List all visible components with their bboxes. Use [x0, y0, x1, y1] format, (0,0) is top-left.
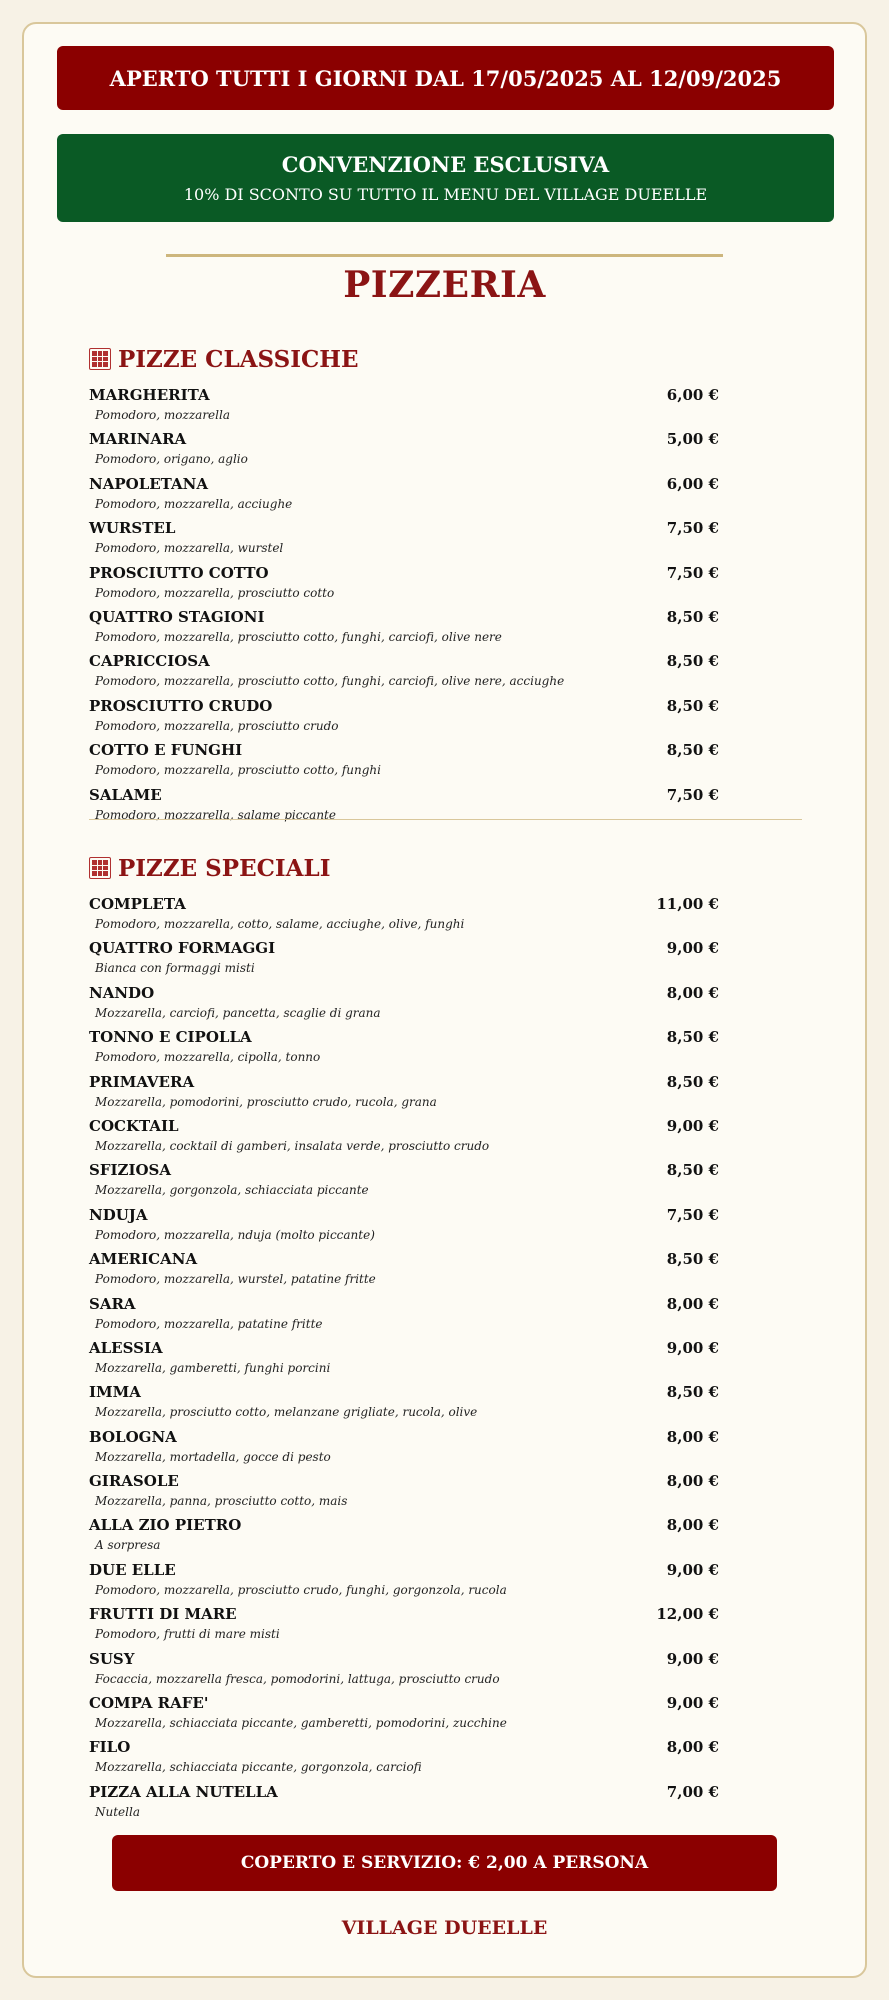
- item-price: 7,50 €: [666, 563, 719, 582]
- item-description: Mozzarella, schiacciata piccante, gorgonzola, carciofi: [95, 1760, 422, 1775]
- item-name: FRUTTI DI MARE: [89, 1605, 237, 1624]
- item-price: 6,00 €: [666, 474, 719, 493]
- item-name: NDUJA: [89, 1205, 148, 1224]
- item-price: 9,00 €: [666, 939, 719, 958]
- item-price: 8,00 €: [666, 1516, 719, 1535]
- item-price: 9,00 €: [666, 1649, 719, 1668]
- menu-item: [89, 1428, 719, 1472]
- item-description: Mozzarella, gorgonzola, schiacciata piccante: [95, 1183, 369, 1198]
- item-price: 7,50 €: [666, 1205, 719, 1224]
- item-price: 6,00 €: [666, 386, 719, 404]
- item-description: Mozzarella, carciofi, pancetta, scaglie di grana: [95, 1005, 381, 1020]
- menu-item: [89, 895, 719, 939]
- title-rule: [166, 254, 723, 257]
- item-name: TONNO E CIPOLLA: [89, 1028, 252, 1047]
- menu-item: [89, 430, 719, 474]
- section-divider: [89, 819, 802, 820]
- item-name: SALAME: [89, 785, 162, 804]
- promo-banner: [57, 134, 834, 222]
- item-description: Mozzarella, gamberetti, funghi porcini: [95, 1360, 331, 1375]
- menu-item: [89, 939, 719, 983]
- item-description: Pomodoro, mozzarella, prosciutto cotto, funghi, carciofi, olive nere: [95, 629, 502, 644]
- menu-list-classiche: [89, 386, 719, 830]
- item-name: SARA: [89, 1294, 136, 1313]
- item-price: 8,00 €: [666, 983, 719, 1002]
- menu-item: [89, 1250, 719, 1294]
- item-price: 8,00 €: [666, 1427, 719, 1446]
- opening-dates-text: APERTO TUTTI I GIORNI DAL 17/05/2025 AL 12/09/2025: [109, 65, 782, 91]
- item-price: 8,50 €: [666, 696, 719, 715]
- item-name: PROSCIUTTO COTTO: [89, 563, 269, 582]
- item-name: ALESSIA: [89, 1338, 163, 1357]
- item-price: 11,00 €: [656, 895, 719, 913]
- menu-item: [89, 1738, 719, 1782]
- opening-dates-banner: [57, 46, 834, 110]
- item-description: Bianca con formaggi misti: [95, 961, 255, 976]
- item-name: PIZZA ALLA NUTELLA: [89, 1782, 278, 1801]
- menu-item: [89, 1339, 719, 1383]
- item-price: 7,50 €: [666, 785, 719, 804]
- item-price: 7,50 €: [666, 519, 719, 538]
- menu-item: [89, 1117, 719, 1161]
- item-description: Pomodoro, origano, aglio: [95, 452, 248, 467]
- cover-charge-banner: [112, 1835, 777, 1891]
- item-description: Pomodoro, mozzarella, prosciutto cotto, funghi: [95, 763, 381, 778]
- promo-subtitle: 10% DI SCONTO SU TUTTO IL MENU DEL VILLAGE DUEELLE: [183, 185, 708, 204]
- item-description: Mozzarella, panna, prosciutto cotto, mais: [95, 1494, 348, 1509]
- item-name: AMERICANA: [89, 1250, 198, 1269]
- item-name: COTTO E FUNGHI: [89, 741, 243, 760]
- item-description: Pomodoro, mozzarella, nduja (molto piccante): [95, 1227, 375, 1242]
- pizza-box-icon: [89, 348, 111, 370]
- item-name: QUATTRO FORMAGGI: [89, 939, 276, 958]
- item-description: Mozzarella, mortadella, gocce di pesto: [95, 1449, 331, 1464]
- item-price: 9,00 €: [666, 1560, 719, 1579]
- item-name: FILO: [89, 1738, 131, 1757]
- page-title: PIZZERIA: [343, 264, 546, 306]
- menu-item: [89, 475, 719, 519]
- item-description: Mozzarella, schiacciata piccante, gamberetti, pomodorini, zucchine: [95, 1716, 507, 1731]
- item-name: COMPA RAFE': [89, 1694, 209, 1713]
- item-name: ALLA ZIO PIETRO: [89, 1516, 242, 1535]
- item-price: 12,00 €: [656, 1605, 719, 1624]
- item-name: SFIZIOSA: [89, 1161, 172, 1180]
- menu-card: [22, 22, 867, 1978]
- item-description: Nutella: [95, 1804, 140, 1819]
- menu-item: [89, 1516, 719, 1560]
- menu-item: [89, 1694, 719, 1738]
- item-name: MARGHERITA: [89, 386, 210, 404]
- menu-item: [89, 984, 719, 1028]
- item-description: Pomodoro, mozzarella, wurstel, patatine fritte: [95, 1272, 376, 1287]
- menu-item: [89, 519, 719, 563]
- item-name: MARINARA: [89, 430, 187, 449]
- item-price: 8,50 €: [666, 1028, 719, 1047]
- item-description: Focaccia, mozzarella fresca, pomodorini, lattuga, prosciutto crudo: [95, 1671, 500, 1686]
- item-description: Pomodoro, mozzarella, prosciutto cotto, funghi, carciofi, olive nere, acciughe: [95, 674, 565, 689]
- item-name: COCKTAIL: [89, 1116, 179, 1135]
- footer-brand: VILLAGE DUEELLE: [341, 1917, 548, 1939]
- item-name: SUSY: [89, 1649, 135, 1668]
- item-price: 9,00 €: [666, 1338, 719, 1357]
- item-name: GIRASOLE: [89, 1472, 179, 1491]
- menu-item: [89, 608, 719, 652]
- menu-item: [89, 1206, 719, 1250]
- menu-item: [89, 697, 719, 741]
- menu-item: [89, 1295, 719, 1339]
- item-name: IMMA: [89, 1383, 141, 1402]
- menu-item: [89, 1161, 719, 1205]
- item-price: 8,50 €: [666, 652, 719, 671]
- item-description: Mozzarella, prosciutto cotto, melanzane grigliate, rucola, olive: [95, 1405, 478, 1420]
- item-description: Pomodoro, mozzarella, acciughe: [95, 496, 293, 511]
- item-description: Pomodoro, mozzarella, prosciutto cotto: [95, 585, 335, 600]
- item-name: PROSCIUTTO CRUDO: [89, 696, 273, 715]
- promo-title: CONVENZIONE ESCLUSIVA: [281, 152, 610, 177]
- item-description: Pomodoro, mozzarella, prosciutto crudo, funghi, gorgonzola, rucola: [95, 1582, 507, 1597]
- menu-item: [89, 1605, 719, 1649]
- item-price: 9,00 €: [666, 1116, 719, 1135]
- item-price: 9,00 €: [666, 1694, 719, 1713]
- item-description: Pomodoro, mozzarella, cipolla, tonno: [95, 1050, 321, 1065]
- item-name: DUE ELLE: [89, 1560, 176, 1579]
- item-name: QUATTRO STAGIONI: [89, 607, 265, 626]
- item-description: Pomodoro, mozzarella: [95, 408, 230, 422]
- item-description: Pomodoro, mozzarella, patatine fritte: [95, 1316, 323, 1331]
- item-description: Mozzarella, cocktail di gamberi, insalata verde, prosciutto crudo: [95, 1138, 490, 1153]
- item-price: 8,00 €: [666, 1738, 719, 1757]
- item-name: WURSTEL: [89, 519, 176, 538]
- section-title-classiche: [89, 344, 359, 374]
- item-price: 8,00 €: [666, 1472, 719, 1491]
- item-description: Pomodoro, mozzarella, prosciutto crudo: [95, 718, 339, 733]
- section-title-label: PIZZE SPECIALI: [118, 854, 331, 882]
- item-description: Pomodoro, mozzarella, salame piccante: [95, 807, 336, 822]
- item-name: NANDO: [89, 983, 155, 1002]
- section-title-label: PIZZE CLASSICHE: [118, 345, 359, 373]
- menu-item: [89, 652, 719, 696]
- menu-item: [89, 1028, 719, 1072]
- item-description: Mozzarella, pomodorini, prosciutto crudo, rucola, grana: [95, 1094, 437, 1109]
- menu-item: [89, 564, 719, 608]
- item-name: CAPRICCIOSA: [89, 652, 210, 671]
- item-price: 8,50 €: [666, 1161, 719, 1180]
- item-description: Pomodoro, mozzarella, wurstel: [95, 541, 284, 556]
- item-price: 8,50 €: [666, 1383, 719, 1402]
- cover-charge-text: COPERTO E SERVIZIO: € 2,00 A PERSONA: [240, 1853, 649, 1873]
- item-description: A sorpresa: [95, 1538, 161, 1553]
- pizza-box-icon: [89, 857, 111, 879]
- item-name: COMPLETA: [89, 895, 186, 913]
- item-price: 8,50 €: [666, 1072, 719, 1091]
- item-name: PRIMAVERA: [89, 1072, 195, 1091]
- item-price: 8,50 €: [666, 741, 719, 760]
- item-name: NAPOLETANA: [89, 474, 209, 493]
- menu-item: [89, 1561, 719, 1605]
- menu-item: [89, 741, 719, 785]
- menu-item: [89, 786, 719, 830]
- menu-item: [89, 1783, 719, 1827]
- item-description: Pomodoro, frutti di mare misti: [95, 1627, 280, 1642]
- menu-list-speciali: [89, 895, 719, 1827]
- menu-item: [89, 1383, 719, 1427]
- item-price: 8,00 €: [666, 1294, 719, 1313]
- item-price: 8,50 €: [666, 607, 719, 626]
- item-name: BOLOGNA: [89, 1427, 177, 1446]
- item-description: Pomodoro, mozzarella, cotto, salame, acciughe, olive, funghi: [95, 917, 465, 931]
- menu-item: [89, 1650, 719, 1694]
- menu-item: [89, 1472, 719, 1516]
- menu-item: [89, 1073, 719, 1117]
- item-price: 7,00 €: [666, 1782, 719, 1801]
- item-price: 8,50 €: [666, 1250, 719, 1269]
- item-price: 5,00 €: [666, 430, 719, 449]
- menu-item: [89, 386, 719, 430]
- section-title-speciali: [89, 853, 330, 883]
